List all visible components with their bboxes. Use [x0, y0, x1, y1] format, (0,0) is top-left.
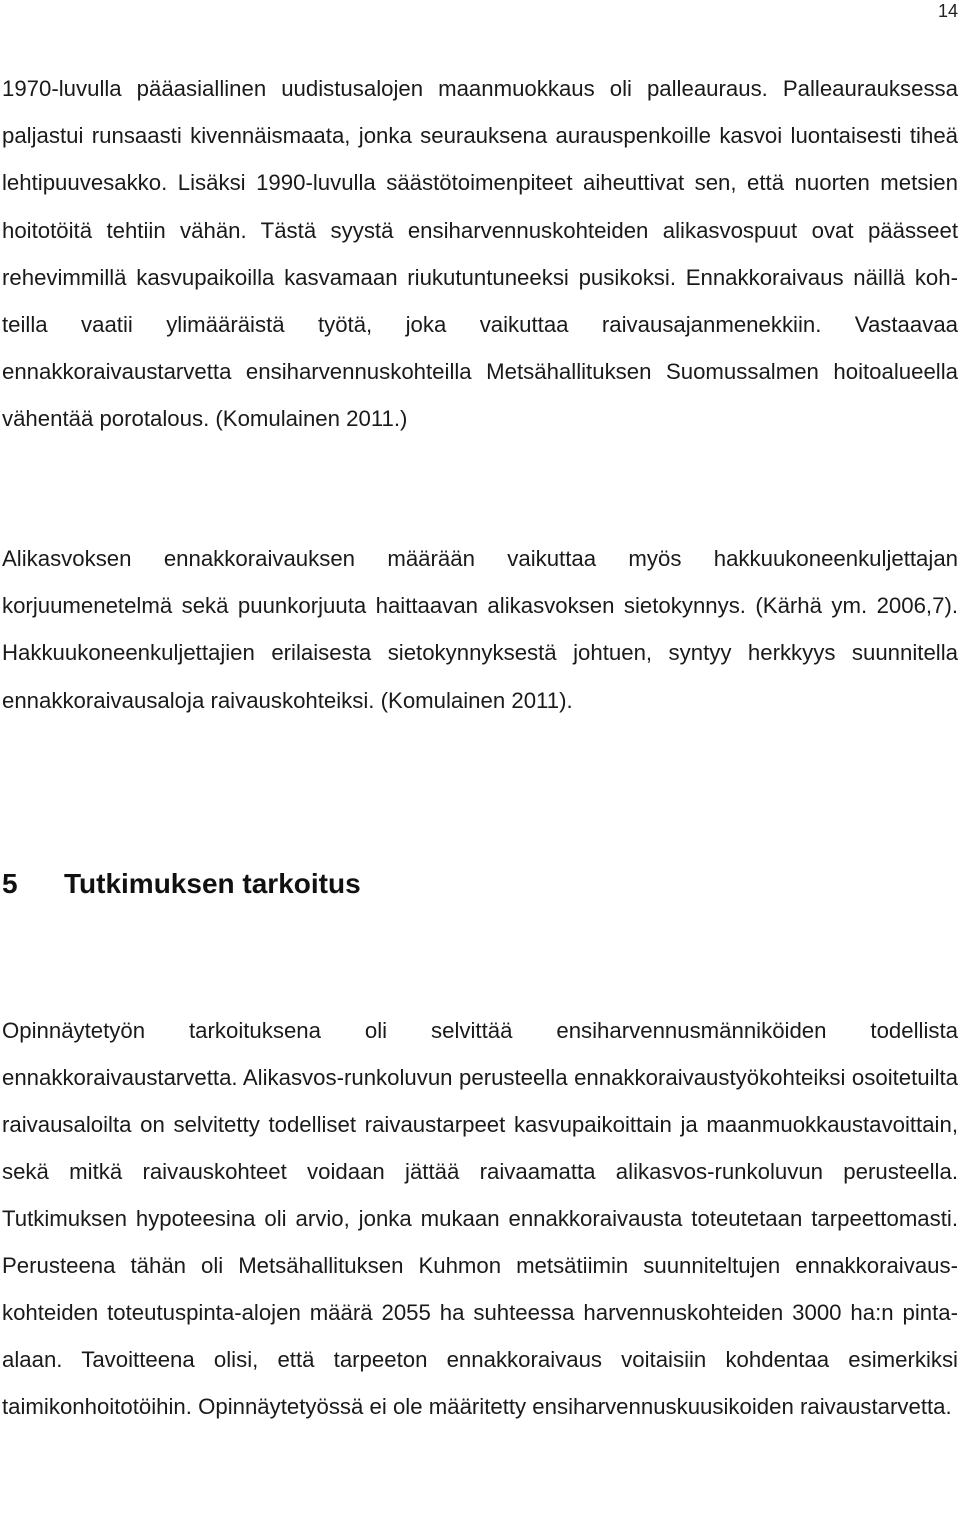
section-title: Tutkimuksen tarkoitus	[64, 868, 361, 899]
page-number: 14	[937, 1, 958, 21]
section-heading	[2, 864, 361, 904]
body-paragraph-2: Alikasvoksen ennakkoraivauksen määrään vaikuttaa myös hakkuukoneenkuljettajan korjuumenetelmä sekä puunkorjuuta haittaavan alikasvoksen sietokynnys. (Kärhä ym. 2006,7). Hakkuukoneenkuljettajien erilaisesta sietokynnyksestä johtuen, syntyy herkkyys suunnitella ennakkoraivausaloja raivauskohteiksi. (Komulainen 2011).	[2, 546, 958, 713]
body-paragraph-3: Opinnäytetyön tarkoituksena oli selvittää ensiharvennusmänniköiden todellista ennakkoraivaustarvetta. Alikasvos-runkoluvun perusteella ennakkoraivaustyökohteiksi osoitetuilta raivausaloilta on selvitetty todelliset raivaustarpeet kasvupaikoittain ja maanmuokkaustavoittain, sekä mitkä raivauskohteet voidaan jättää raivaamatta alikasvos-runkoluvun perusteella. Tutkimuksen hypoteesina oli arvio, jonka mukaan ennakkoraivausta toteutetaan tarpeettomasti. Perusteena tähän oli Metsähallituksen Kuhmon metsätiimin suunniteltujen ennakkoraivauskohteiden toteutuspinta-alojen määrä 2055 ha suhteessa harvennuskohteiden 3000 ha:n pinta-alaan. Tavoitteena olisi, että tarpeeton ennakkoraivaus voitaisiin kohdentaa esimerkiksi taimikonhoitotöihin. Opinnäytetyössä ei ole määritetty ensiharvennuskuusikoiden raivaustarvetta.	[2, 1018, 958, 1419]
body-paragraph-1: 1970-luvulla pääasiallinen uudistusalojen maanmuokkaus oli palleauraus. Palleaurauksessa paljastui runsaasti kivennäismaata, jonka seurauksena aurauspenkoille kasvoi luontaisesti tiheä lehtipuuvesakko. Lisäksi 1990-luvulla säästötoimenpiteet aiheuttivat sen, että nuorten metsien hoitotöitä tehtiin vähän. Tästä syystä ensiharvennuskohteiden alikasvospuut ovat päässeet rehevimmillä kasvupaikoilla kasvamaan riukutuntuneeksi pusikoksi. Ennakkoraivaus näillä kohteilla vaatii ylimääräistä työtä, joka vaikuttaa raivausajanmenekkiin. Vastaavaa ennakkoraivaustarvetta ensiharvennuskohteilla Metsähallituksen Suomussalmen hoitoalueella vähentää porotalous. (Komulainen 2011.)	[2, 76, 958, 432]
section-number: 5	[2, 868, 18, 899]
